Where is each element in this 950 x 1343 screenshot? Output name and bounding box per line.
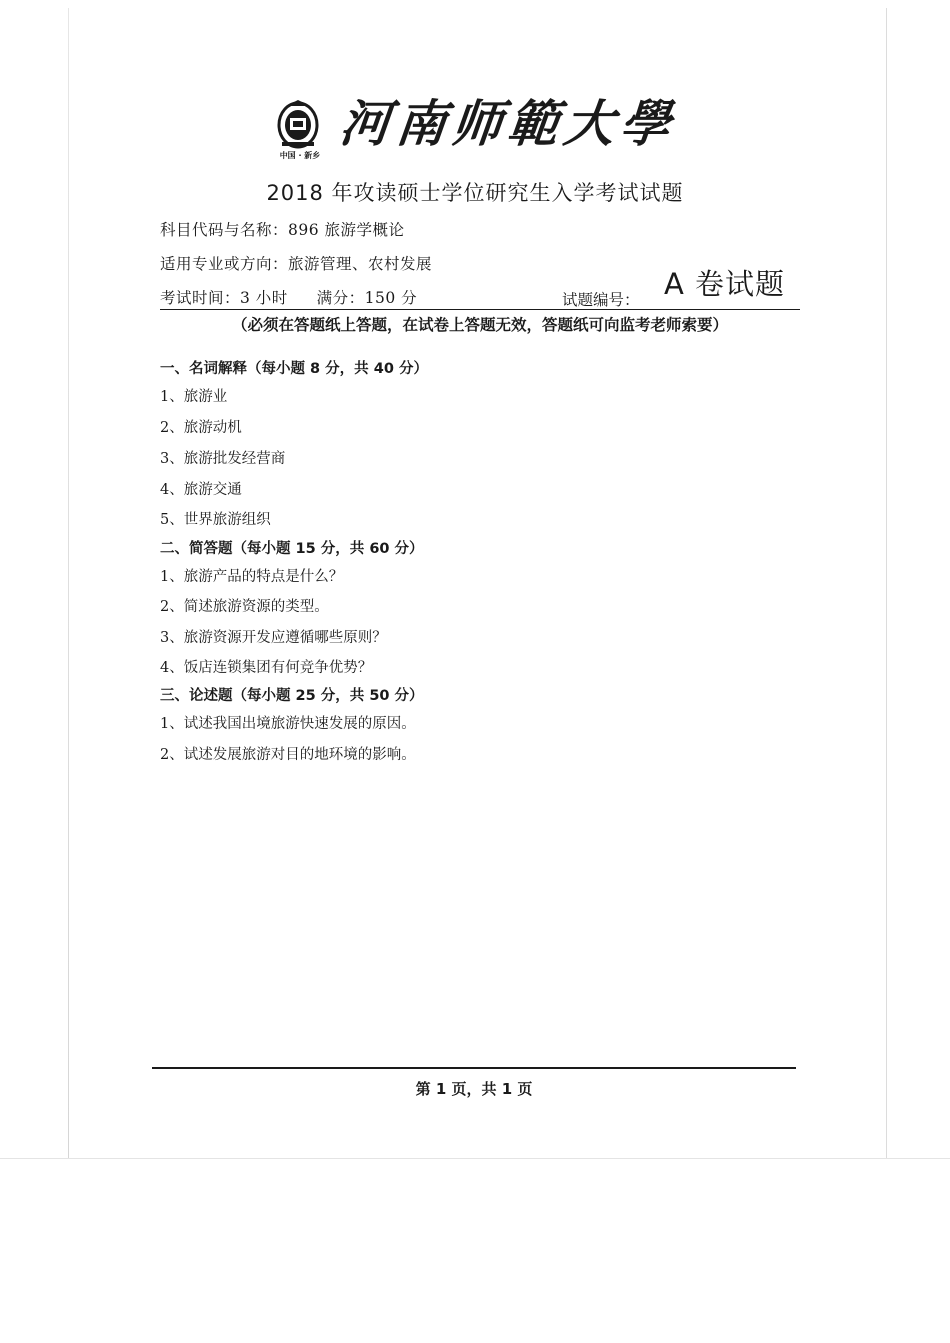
paper-mark: A 卷试题 <box>664 267 786 301</box>
emblem-caption: 中国 · 新乡 <box>279 151 321 160</box>
header-rule <box>160 309 800 310</box>
code-no-label: 试题编号： <box>562 291 640 309</box>
page-number: 第 1 页，共 1 页 <box>415 1080 533 1098</box>
question-item: 3、旅游批发经营商 <box>160 451 286 467</box>
question-item: 1、旅游产品的特点是什么？ <box>160 569 344 585</box>
university-name: 河南师範大學 <box>336 94 680 153</box>
subject-line: 科目代码与名称：896 旅游学概论 <box>160 221 405 239</box>
section-title: 三、论述题（每小题 25 分，共 50 分） <box>160 688 424 704</box>
question-item: 2、旅游动机 <box>160 420 242 436</box>
exam-time: 考试时间：3 小时 <box>160 289 288 307</box>
question-item: 4、旅游交通 <box>160 482 242 498</box>
question-item: 1、试述我国出境旅游快速发展的原因。 <box>160 716 416 732</box>
section-title: 一、名词解释（每小题 8 分，共 40 分） <box>160 361 428 377</box>
university-header <box>276 92 706 162</box>
question-item: 5、世界旅游组织 <box>160 512 271 528</box>
question-item: 3、旅游资源开发应遵循哪些原则？ <box>160 630 387 646</box>
university-emblem-icon <box>276 98 320 150</box>
scan-edge-left <box>68 8 69 1158</box>
section-title: 二、简答题（每小题 15 分，共 60 分） <box>160 541 424 557</box>
question-item: 2、试述发展旅游对目的地环境的影响。 <box>160 747 416 763</box>
question-item: 4、饭店连锁集团有何竞争优势？ <box>160 660 373 676</box>
full-score: 满分：150 分 <box>316 289 418 307</box>
major-line: 适用专业或方向：旅游管理、农村发展 <box>160 255 433 273</box>
question-item: 1、旅游业 <box>160 389 228 405</box>
scan-edge-bottom <box>0 1158 950 1159</box>
footer-rule <box>152 1067 796 1069</box>
question-item: 2、简述旅游资源的类型。 <box>160 599 329 615</box>
exam-title: 2018 年攻读硕士学位研究生入学考试试题 <box>266 181 684 205</box>
scan-edge-right <box>886 8 887 1158</box>
exam-time-line <box>160 286 417 308</box>
answer-notice: （必须在答题纸上答题，在试卷上答题无效，答题纸可向监考老师索要） <box>231 316 728 334</box>
